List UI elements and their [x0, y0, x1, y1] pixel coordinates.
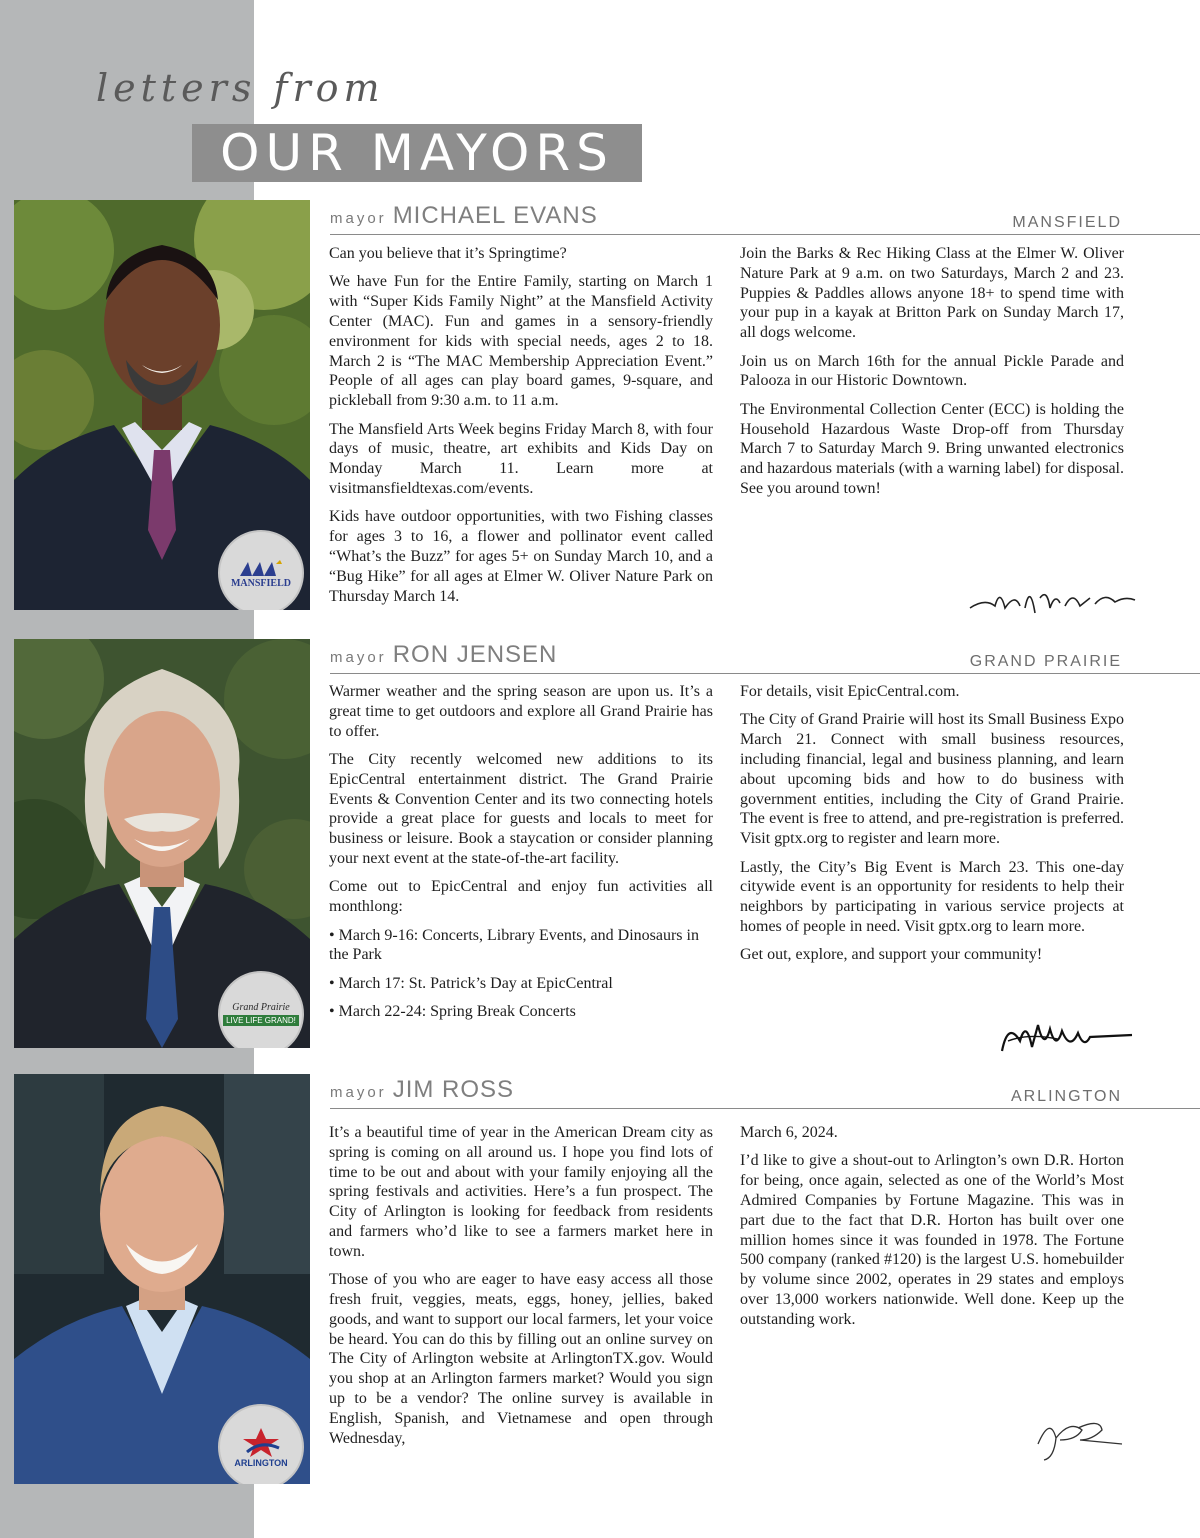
letter-column-left — [329, 244, 713, 615]
mayor-name: JIM ROSS — [392, 1076, 515, 1103]
mayor-city: MANSFIELD — [1012, 214, 1122, 231]
letter-column-left — [329, 682, 713, 1031]
letter-paragraph: Join the Barks & Rec Hiking Class at the Elmer W. Oliver Nature Park at 9 a.m. on two Saturdays, March 2 and 23. Puppies & Paddles allows anyone 18+ to spend time with your pup in a kayak at Britton Park on Sunday March 17, all dogs welcome. — [740, 245, 1124, 342]
letter-paragraph: Those of you who are eager to have easy access all those fresh fruit, veggies, meats, eggs, honey, jellies, baked goods, and want to support our local farmers, let your voice be heard. You can do this by filling out an online survey on The City of Arlington website at ArlingtonTX.gov. Would you shop at an Arlington farmers market? Would you sign up to be a vendor? The online survey is available in English, Spanish, and Vietnamese and open through Wednesday, — [329, 1271, 713, 1447]
mayor-heading — [330, 639, 1200, 674]
mayor-photo — [14, 200, 310, 610]
letter-paragraph: It’s a beautiful time of year in the American Dream city as spring is coming on all around us. I hope you find lots of time to be out and about with your family enjoying all the spring festivals and activities. Here’s a fun prospect. The City of Arlington is looking for feedback from residents and farmers who’d like to see a farmers market here in town. — [329, 1124, 713, 1260]
letter-paragraph: Lastly, the City’s Big Event is March 23. This one-day citywide event is an opportunity for residents to help their neighbors by participating in various service projects at homes of people in need. Visit gptx.org to learn more. — [740, 858, 1124, 935]
mayor-city: GRAND PRAIRIE — [969, 653, 1122, 670]
letter-paragraph: The Environmental Collection Center (ECC) is holding the Household Hazardous Waste Drop-off from Thursday March 7 to Saturday March 9. Bring unwanted electronics and hazardous materials (with a warning label) for disposal. See you around town! — [740, 400, 1124, 497]
page-title: OUR MAYORS — [192, 124, 642, 182]
letter-column-right — [740, 682, 1124, 974]
mayor-signature-image — [998, 1011, 1136, 1063]
letter-paragraph: The Mansfield Arts Week begins Friday March 8, with four days of music, theatre, art exhibits and Kids Day on Monday March 11. Learn more at visitmansfieldtexas.com/events. — [329, 420, 713, 497]
letter-column-right — [740, 244, 1124, 507]
mayor-section-grand-prairie — [0, 639, 1200, 1069]
mayor-prefix: mayor — [330, 1084, 387, 1101]
page-kicker: letters from — [96, 66, 385, 110]
letter-paragraph: The City recently welcomed new additions to its EpicCentral entertainment district. The Grand Prairie Events & Convention Center and its two connecting hotels provide a great place for guests and locals to meet for business or leisure. Book a staycation or consider planning your next event at the state-of-the-art facility. — [329, 750, 713, 867]
letter-paragraph: Get out, explore, and support your community! — [740, 946, 1043, 964]
mayor-prefix: mayor — [330, 210, 387, 227]
mayor-heading — [330, 200, 1200, 235]
mayor-heading — [330, 1074, 1200, 1109]
seal-emblem-icon — [236, 558, 286, 578]
letter-paragraph: For details, visit EpicCentral.com. — [740, 683, 960, 700]
star-icon — [239, 1426, 283, 1458]
mayor-photo — [14, 1074, 310, 1484]
bullet-item: • March 22-24: Spring Break Concerts — [329, 1003, 576, 1021]
mayor-city: ARLINGTON — [1010, 1088, 1122, 1105]
mayor-signature-image — [1030, 1414, 1130, 1464]
mayor-name: MICHAEL EVANS — [392, 202, 598, 229]
letter-paragraph: Can you believe that it’s Springtime? — [329, 245, 567, 262]
letter-paragraph: March 6, 2024. — [740, 1124, 838, 1141]
letter-paragraph: Join us on March 16th for the annual Pickle Parade and Palooza in our Historic Downtown. — [740, 352, 1124, 390]
letter-paragraph: I’d like to give a shout-out to Arlington’s own D.R. Horton for being, once again, selected as one of the World’s Most Admired Companies by Fortune Magazine. This was in part due to the fact that D.R. Horton has built over one million homes since it was founded in 1978. The Fortune 500 company (ranked #120) is the largest U.S. homebuilder by volume since 2002, operates in 29 states and employs over 13,000 workers nationwide. Well done. Keep up the outstanding work. — [740, 1152, 1124, 1328]
letter-column-right — [740, 1123, 1124, 1338]
seal-tagline: LIVE LIFE GRAND! — [223, 1015, 299, 1026]
mayor-signature-image — [965, 578, 1140, 623]
letter-column-left — [329, 1123, 713, 1457]
seal-label: ARLINGTON — [234, 1458, 288, 1468]
bullet-item: • March 9-16: Concerts, Library Events, and Dinosaurs in the Park — [329, 926, 699, 964]
bullet-item: • March 17: St. Patrick’s Day at EpicCentral — [329, 974, 613, 992]
seal-label: MANSFIELD — [230, 577, 291, 589]
mayor-prefix: mayor — [330, 649, 387, 666]
mayor-name: RON JENSEN — [392, 641, 558, 668]
letter-paragraph: Come out to EpicCentral and enjoy fun activities all monthlong: — [329, 878, 713, 916]
mayor-photo — [14, 639, 310, 1048]
mayor-section-mansfield — [0, 200, 1200, 630]
arlington-seal — [218, 1404, 304, 1484]
letter-paragraph: Warmer weather and the spring season are upon us. It’s a great time to get outdoors and explore all Grand Prairie has to offer. — [329, 683, 713, 740]
letter-paragraph: Kids have outdoor opportunities, with two Fishing classes for ages 3 to 16, a flower and pollinator event called “What’s the Buzz” for ages 5+ on Sunday March 10, and a “Bug Hike” for all ages at Elmer W. Oliver Nature Park on Thursday March 14. — [329, 508, 713, 605]
mansfield-seal — [218, 530, 304, 610]
grand-prairie-seal — [218, 971, 304, 1048]
letter-paragraph: The City of Grand Prairie will host its Small Business Expo March 21. Connect with small business resources, including financial, legal and business planning, and learn about upcoming bids and how to do business with government entities, including the City of Grand Prairie. The event is free to attend, and pre-registration is preferred. Visit gptx.org to register and learn more. — [740, 711, 1124, 848]
seal-label: Grand Prairie — [232, 1002, 290, 1013]
mayor-section-arlington — [0, 1074, 1200, 1514]
letter-paragraph: We have Fun for the Entire Family, starting on March 1 with “Super Kids Family Night” at the Mansfield Activity Center (MAC). Fun and games in a sensory-friendly environment for kids with special needs, ages 2 to 18. March 2 is “The MAC Membership Appreciation Event.” People of all ages can play board games, 9-square, and pickleball from 9:30 a.m. to 11 a.m. — [329, 273, 713, 410]
